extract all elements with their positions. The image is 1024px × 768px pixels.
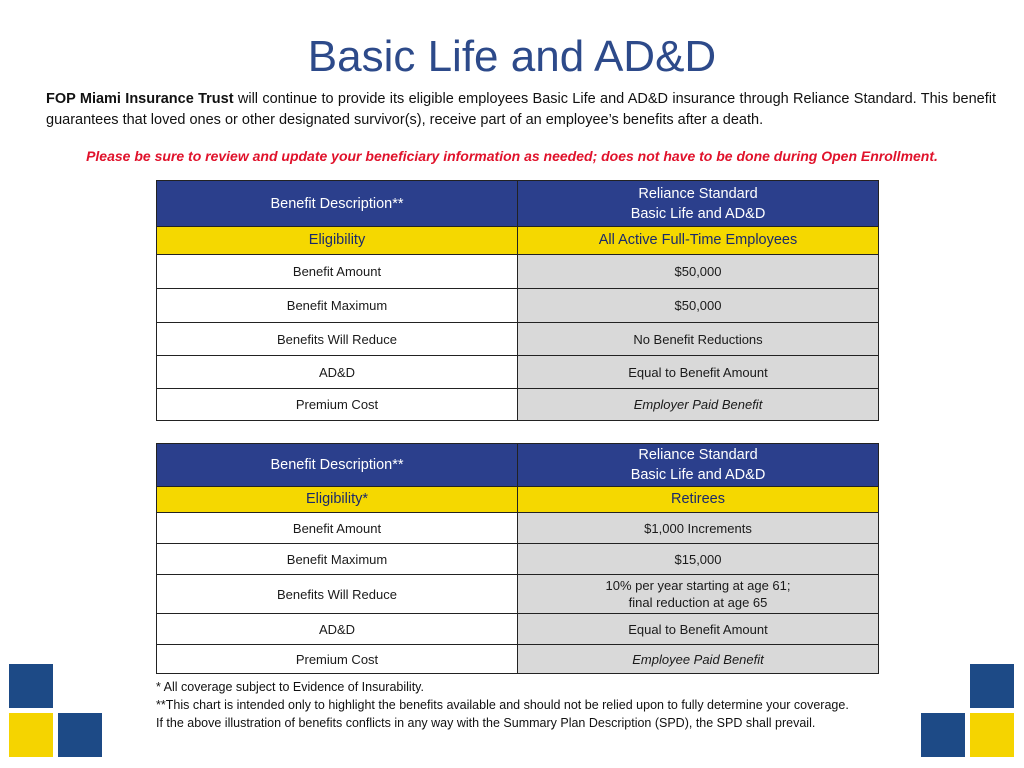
table-row xyxy=(157,255,879,289)
row-label: Benefits Will Reduce xyxy=(157,323,518,356)
row-value: No Benefit Reductions xyxy=(518,323,879,356)
eligibility-label: Eligibility* xyxy=(157,487,518,513)
row-value: Employee Paid Benefit xyxy=(518,645,879,674)
decor-square-yellow xyxy=(970,713,1014,757)
decor-square-yellow xyxy=(9,713,53,757)
table-row xyxy=(157,544,879,575)
eligibility-label: Eligibility xyxy=(157,227,518,255)
footnote-disclaimer: **This chart is intended only to highlight the benefits available and should not be relied upon to fully determine your coverage. xyxy=(156,698,849,712)
intro-org-name: FOP Miami Insurance Trust xyxy=(46,91,234,107)
row-label: AD&D xyxy=(157,356,518,389)
row-label: Benefit Maximum xyxy=(157,544,518,575)
row-value-line2: final reduction at age 65 xyxy=(628,595,768,610)
decor-square-blue xyxy=(921,713,965,757)
footnote-spd: If the above illustration of benefits conflicts in any way with the Summary Plan Description (SPD), the SPD shall prevail. xyxy=(156,716,816,730)
table-row xyxy=(157,575,879,614)
beneficiary-notice: Please be sure to review and update your beneficiary information as needed; does not have to be done during Open Enrollment. xyxy=(86,148,938,164)
row-value-line1: 10% per year starting at age 61; xyxy=(605,578,791,593)
header-plan-name xyxy=(518,181,879,227)
row-value xyxy=(518,575,879,614)
row-label: Benefit Amount xyxy=(157,255,518,289)
table-header-row xyxy=(157,181,879,227)
header-plan-line1: Reliance Standard xyxy=(638,185,758,202)
row-label: Premium Cost xyxy=(157,389,518,421)
eligibility-value: Retirees xyxy=(518,487,879,513)
row-value: Equal to Benefit Amount xyxy=(518,614,879,645)
row-label: Benefit Maximum xyxy=(157,289,518,323)
benefits-table-active xyxy=(156,180,879,421)
page-title: Basic Life and AD&D xyxy=(307,32,717,81)
header-plan-name xyxy=(518,444,879,487)
table-header-row xyxy=(157,444,879,487)
eligibility-row xyxy=(157,227,879,255)
footnotes xyxy=(156,678,956,732)
header-benefit-description: Benefit Description** xyxy=(157,444,518,487)
row-value: $1,000 Increments xyxy=(518,513,879,544)
row-label: Benefit Amount xyxy=(157,513,518,544)
header-plan-line1: Reliance Standard xyxy=(638,447,758,463)
eligibility-row xyxy=(157,487,879,513)
intro-text: will continue to provide its eligible employees Basic Life and AD&D insurance through Reliance Standard. This benefit guarantees that loved ones or other designated survivor(s), receive part of an employee’s benefits after a death. xyxy=(46,91,996,128)
header-plan-line2: Basic Life and AD&D xyxy=(630,467,766,483)
eligibility-value: All Active Full-Time Employees xyxy=(518,227,879,255)
table-row xyxy=(157,289,879,323)
table-row xyxy=(157,614,879,645)
footnote-eoi: * All coverage subject to Evidence of Insurability. xyxy=(156,680,424,694)
table-row xyxy=(157,356,879,389)
decor-square-blue xyxy=(970,664,1014,708)
row-value: $50,000 xyxy=(518,289,879,323)
row-label: Premium Cost xyxy=(157,645,518,674)
table-row xyxy=(157,389,879,421)
row-value: $50,000 xyxy=(518,255,879,289)
row-value: Employer Paid Benefit xyxy=(518,389,879,421)
row-value: Equal to Benefit Amount xyxy=(518,356,879,389)
row-label: Benefits Will Reduce xyxy=(157,575,518,614)
benefits-table-retirees xyxy=(156,443,879,674)
row-value: $15,000 xyxy=(518,544,879,575)
decor-square-blue xyxy=(9,664,53,708)
decor-square-blue xyxy=(58,713,102,757)
header-plan-line2: Basic Life and AD&D xyxy=(630,205,766,222)
table-row xyxy=(157,323,879,356)
intro-paragraph xyxy=(46,89,996,131)
header-benefit-description: Benefit Description** xyxy=(157,181,518,227)
row-label: AD&D xyxy=(157,614,518,645)
table-row xyxy=(157,513,879,544)
table-row xyxy=(157,645,879,674)
